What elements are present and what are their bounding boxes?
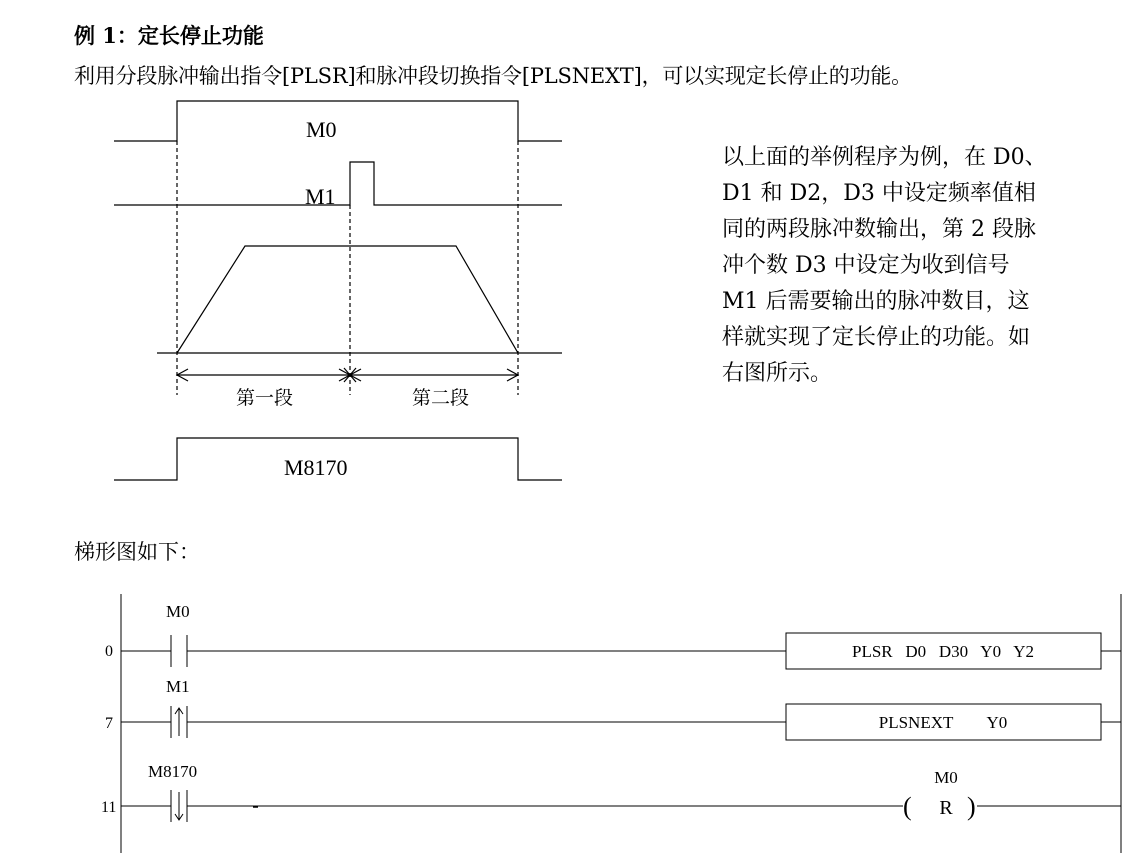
paragraph-line: 右图所示。 (722, 361, 833, 386)
m1-timing-label: M1 (305, 184, 336, 209)
step-number: 7 (105, 715, 113, 732)
paragraph-line: D1 和 D2，D3 中设定频率值相 (722, 181, 1036, 206)
m1-waveform (114, 162, 562, 205)
coil-left-paren: ( (903, 792, 912, 821)
pulse-trapezoid (177, 246, 518, 353)
segment1-label: 第一段 (236, 388, 294, 409)
paragraph-line: 同的两段脉冲数输出，第 2 段脉 (722, 217, 1036, 242)
reset-coil: R (939, 797, 953, 819)
paragraph-line: M1 后需要输出的脉冲数目，这 (722, 289, 1030, 314)
ladder-title: 梯形图如下： (74, 540, 200, 564)
plsnext-instruction-text: PLSNEXT Y0 (878, 713, 1008, 732)
dashed-guides (177, 141, 518, 395)
contact-label-m0: M0 (166, 602, 190, 621)
intro-text: 利用分段脉冲输出指令[PLSR]和脉冲段切换指令[PLSNEXT]，可以实现定长停止的功能。 (74, 64, 912, 88)
segment2-label: 第二段 (412, 388, 470, 409)
coil-device-label: M0 (934, 768, 958, 787)
paragraph-line: 冲个数 D3 中设定为收到信号 (722, 253, 1010, 278)
example-heading: 例 1：定长停止功能 (74, 23, 264, 48)
m0-waveform (114, 101, 562, 141)
plsr-instruction-text: PLSR D0 D30 Y0 Y2 (852, 642, 1034, 661)
contact-label-m1: M1 (166, 677, 190, 696)
contact-label-m8170: M8170 (148, 762, 198, 781)
m0-timing-label: M0 (306, 117, 337, 142)
coil-right-paren: ) (967, 792, 976, 821)
timing-diagram (114, 101, 562, 480)
paragraph-line: 样就实现了定长停止的功能。如 (722, 325, 1031, 350)
step-number: 0 (105, 643, 113, 660)
m8170-timing-label: M8170 (284, 455, 348, 480)
paragraph-line: 以上面的举例程序为例，在 D0、 (722, 145, 1047, 170)
step-number: 11 (101, 799, 117, 816)
